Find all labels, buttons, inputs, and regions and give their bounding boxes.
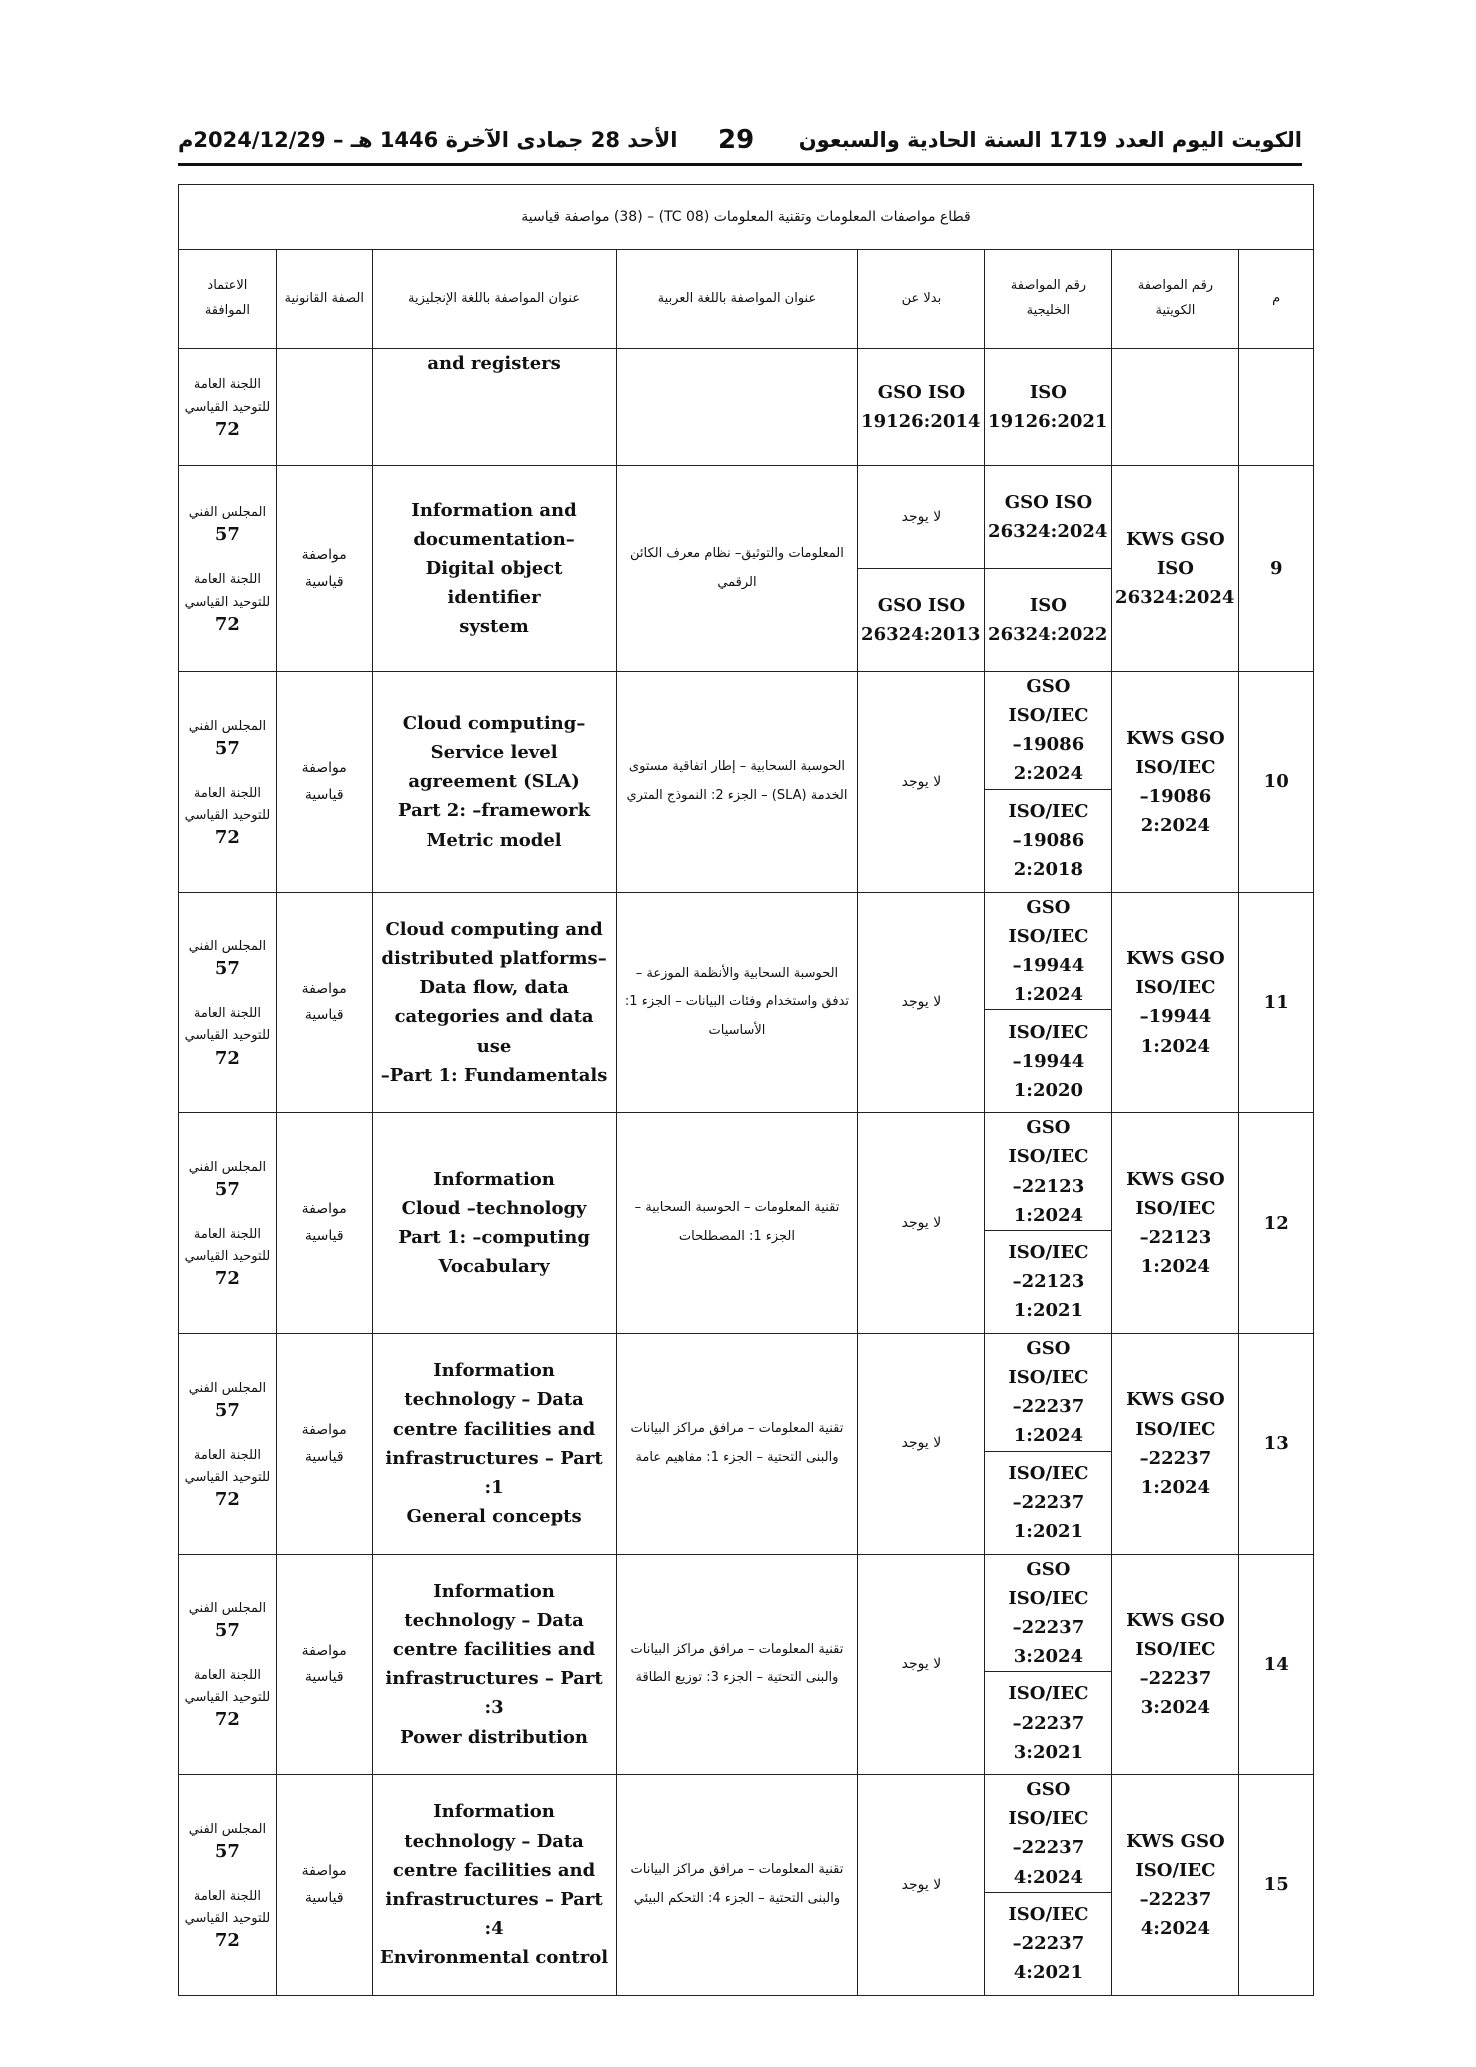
- approval-council-number: 57: [214, 1399, 240, 1421]
- cell-kws: KWS GSO ISO/IEC 22123– 1:2024: [1112, 1113, 1239, 1334]
- table-row: [179, 672, 1314, 790]
- approval-council-number: 57: [214, 1179, 240, 1201]
- cell-title-ar: تقنية المعلومات – مرافق مراكز البيانات والبنى التحتية – الجزء 4: التحكم البيئي: [616, 1775, 858, 1996]
- approval-council-number: 57: [214, 1620, 240, 1642]
- approval-gap: [183, 759, 272, 783]
- approval-committee-number: 72: [214, 1047, 240, 1069]
- cell-title-en: Cloud computing and –distributed platforms Data flow, data categories and data use Part 1: Fundamentals–: [372, 892, 616, 1113]
- cell-approval: [179, 1554, 277, 1775]
- cell-instead: لا يوجد: [858, 1775, 985, 1996]
- cell-approval: [179, 892, 277, 1113]
- approval-committee-number: 72: [214, 418, 240, 440]
- page-header: [178, 120, 1302, 160]
- approval-gap: [183, 1641, 272, 1665]
- cell-legal: مواصفة قياسية: [276, 1775, 372, 1996]
- approval-committee-number: 72: [214, 1709, 240, 1731]
- approval-committee-label: اللجنة العامة للتوحيد القياسي: [184, 1888, 271, 1926]
- cell-kws: KWS GSO ISO 26324:2024: [1112, 466, 1239, 672]
- approval-council-label: المجلس الفني: [188, 1159, 267, 1175]
- table-row: [179, 1113, 1314, 1231]
- approval-council-number: 57: [214, 737, 240, 759]
- approval-committee-label: اللجنة العامة للتوحيد القياسي: [184, 377, 271, 415]
- cell-m: 11: [1239, 892, 1314, 1113]
- cell-instead: لا يوجد: [858, 1113, 985, 1334]
- cell-instead: لا يوجد: [858, 672, 985, 893]
- cell-legal: مواصفة قياسية: [276, 1113, 372, 1334]
- col-header-kws: رقم المواصفة الكويتية: [1112, 250, 1239, 349]
- cell-gso: ISO/IEC 19086– 2:2018: [985, 789, 1112, 892]
- cell-gso: ISO/IEC 22237– 1:2021: [985, 1451, 1112, 1554]
- cell-approval: [179, 1333, 277, 1554]
- header-rule: [178, 163, 1302, 166]
- approval-committee-number: 72: [214, 826, 240, 848]
- cell-gso: GSO ISO/IEC 19086– 2:2024: [985, 672, 1112, 790]
- cell-m: 10: [1239, 672, 1314, 893]
- approval-committee-label: اللجنة العامة للتوحيد القياسي: [184, 1006, 271, 1044]
- approval-gap: [183, 545, 272, 569]
- col-header-title-ar: عنوان المواصفة باللغة العربية: [616, 250, 858, 349]
- cell-legal: مواصفة قياسية: [276, 672, 372, 893]
- approval-committee-label: اللجنة العامة للتوحيد القياسي: [184, 572, 271, 610]
- cell-title-en: and registers: [372, 349, 616, 466]
- cell-legal: مواصفة قياسية: [276, 466, 372, 672]
- cell-approval: [179, 349, 277, 466]
- cell-title-ar: تقنية المعلومات – مرافق مراكز البيانات والبنى التحتية – الجزء 3: توزيع الطاقة: [616, 1554, 858, 1775]
- table-row: [179, 349, 1314, 466]
- cell-kws: KWS GSO ISO/IEC 19944– 1:2024: [1112, 892, 1239, 1113]
- cell-gso: GSO ISO/IEC 22237– 3:2024: [985, 1554, 1112, 1672]
- cell-gso: GSO ISO/IEC 19944– 1:2024: [985, 892, 1112, 1010]
- cell-title-en: Information technology – Data centre facilities and infrastructures – Part 1: General concepts: [372, 1333, 616, 1554]
- approval-committee-number: 72: [214, 1930, 240, 1952]
- approval-council-label: المجلس الفني: [188, 505, 267, 521]
- cell-m: 14: [1239, 1554, 1314, 1775]
- approval-committee-number: 72: [214, 1268, 240, 1290]
- approval-committee-label: اللجنة العامة للتوحيد القياسي: [184, 1668, 271, 1706]
- cell-instead: GSO ISO 19126:2014: [858, 349, 985, 466]
- cell-instead: GSO ISO 26324:2013: [858, 569, 985, 672]
- approval-committee-label: اللجنة العامة للتوحيد القياسي: [184, 1227, 271, 1265]
- table-header-row: [179, 250, 1314, 349]
- approval-committee-label: اللجنة العامة للتوحيد القياسي: [184, 1447, 271, 1485]
- cell-legal: مواصفة قياسية: [276, 1554, 372, 1775]
- approval-committee-number: 72: [214, 1488, 240, 1510]
- approval-council-number: 57: [214, 524, 240, 546]
- cell-title-ar: [616, 349, 858, 466]
- cell-title-ar: الحوسبة السحابية والأنظمة الموزعة – تدفق واستخدام وفئات البيانات – الجزء 1: الأساسيات: [616, 892, 858, 1113]
- approval-council-label: المجلس الفني: [188, 1601, 267, 1617]
- table-row: [179, 1554, 1314, 1672]
- col-header-instead: بدلا عن: [858, 250, 985, 349]
- cell-gso: GSO ISO/IEC 22123– 1:2024: [985, 1113, 1112, 1231]
- col-header-approval: الاعتماد الموافقة: [179, 250, 277, 349]
- cell-legal: [276, 349, 372, 466]
- approval-council-number: 57: [214, 958, 240, 980]
- cell-gso: ISO/IEC 22237– 4:2021: [985, 1892, 1112, 1995]
- cell-gso: ISO/IEC 22123– 1:2021: [985, 1230, 1112, 1333]
- cell-title-ar: المعلومات والتوثيق– نظام معرف الكائن الرقمي: [616, 466, 858, 672]
- approval-council-number: 57: [214, 1840, 240, 1862]
- col-header-title-en: عنوان المواصفة باللغة الإنجليزية: [372, 250, 616, 349]
- cell-gso: ISO 19126:2021: [985, 349, 1112, 466]
- cell-title-ar: تقنية المعلومات – الحوسبة السحابية – الجزء 1: المصطلحات: [616, 1113, 858, 1334]
- cell-kws: KWS GSO ISO/IEC 22237– 3:2024: [1112, 1554, 1239, 1775]
- cell-kws: [1112, 349, 1239, 466]
- approval-gap: [183, 979, 272, 1003]
- cell-gso: ISO/IEC 19944– 1:2020: [985, 1010, 1112, 1113]
- approval-committee-number: 72: [214, 613, 240, 635]
- cell-gso: GSO ISO 26324:2024: [985, 466, 1112, 569]
- table-title: قطاع مواصفات المعلومات وتقنية المعلومات (TC 08) – (38) مواصفة قياسية: [179, 185, 1314, 250]
- cell-kws: KWS GSO ISO/IEC 19086– 2:2024: [1112, 672, 1239, 893]
- approval-committee-label: اللجنة العامة للتوحيد القياسي: [184, 785, 271, 823]
- cell-instead: لا يوجد: [858, 466, 985, 569]
- cell-approval: [179, 1113, 277, 1334]
- table-row: [179, 892, 1314, 1010]
- cell-instead: لا يوجد: [858, 892, 985, 1113]
- approval-council-label: المجلس الفني: [188, 939, 267, 955]
- gazette-issue: الكويت اليوم العدد 1719 السنة الحادية والسبعون: [798, 128, 1302, 152]
- approval-gap: [183, 1862, 272, 1886]
- cell-gso: GSO ISO/IEC 22237– 1:2024: [985, 1333, 1112, 1451]
- table-row: [179, 1333, 1314, 1451]
- cell-m: [1239, 349, 1314, 466]
- cell-m: 15: [1239, 1775, 1314, 1996]
- approval-council-label: المجلس الفني: [188, 1821, 267, 1837]
- page-number: 29: [718, 125, 755, 155]
- cell-title-en: Information Cloud –technology Part 1: –computing Vocabulary: [372, 1113, 616, 1334]
- cell-gso: ISO 26324:2022: [985, 569, 1112, 672]
- cell-title-en: Information technology – Data centre facilities and infrastructures – Part 3: Power distribution: [372, 1554, 616, 1775]
- cell-approval: [179, 672, 277, 893]
- approval-council-label: المجلس الفني: [188, 718, 267, 734]
- standards-table: [178, 184, 1314, 1996]
- cell-kws: KWS GSO ISO/IEC 22237– 4:2024: [1112, 1775, 1239, 1996]
- cell-m: 9: [1239, 466, 1314, 672]
- cell-approval: [179, 1775, 277, 1996]
- cell-kws: KWS GSO ISO/IEC 22237– 1:2024: [1112, 1333, 1239, 1554]
- col-header-m: م: [1239, 250, 1314, 349]
- cell-title-ar: تقنية المعلومات – مرافق مراكز البيانات والبنى التحتية – الجزء 1: مفاهيم عامة: [616, 1333, 858, 1554]
- approval-gap: [183, 1421, 272, 1445]
- cell-approval: [179, 466, 277, 672]
- approval-council-label: المجلس الفني: [188, 1380, 267, 1396]
- issue-date: الأحد 28 جمادى الآخرة 1446 هـ – 2024/12/29م: [178, 128, 678, 152]
- cell-title-en: Information and –documentation Digital object identifier system: [372, 466, 616, 672]
- approval-gap: [183, 1200, 272, 1224]
- cell-instead: لا يوجد: [858, 1333, 985, 1554]
- table-row: [179, 1775, 1314, 1893]
- col-header-gso: رقم المواصفة الخليجية: [985, 250, 1112, 349]
- cell-title-ar: الحوسبة السحابية – إطار اتفاقية مستوى الخدمة (SLA) – الجزء 2: النموذج المتري: [616, 672, 858, 893]
- cell-legal: مواصفة قياسية: [276, 1333, 372, 1554]
- cell-legal: مواصفة قياسية: [276, 892, 372, 1113]
- table-row: [179, 466, 1314, 569]
- cell-instead: لا يوجد: [858, 1554, 985, 1775]
- cell-m: 13: [1239, 1333, 1314, 1554]
- cell-title-en: Information technology – Data centre facilities and infrastructures – Part 4: Environmental control: [372, 1775, 616, 1996]
- cell-gso: GSO ISO/IEC 22237– 4:2024: [985, 1775, 1112, 1893]
- col-header-legal: الصفة القانونية: [276, 250, 372, 349]
- cell-gso: ISO/IEC 22237– 3:2021: [985, 1672, 1112, 1775]
- cell-title-en: –Cloud computing Service level agreement (SLA) Part 2: –framework Metric model: [372, 672, 616, 893]
- cell-m: 12: [1239, 1113, 1314, 1334]
